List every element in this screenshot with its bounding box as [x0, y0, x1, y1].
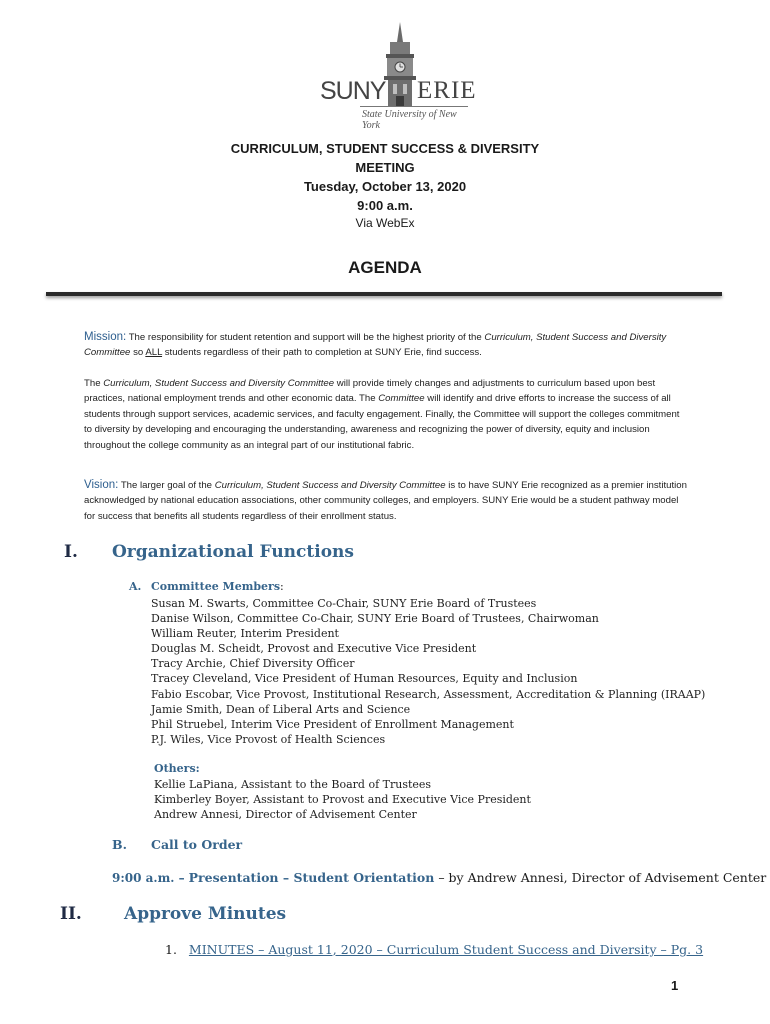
logo-divider [360, 106, 468, 107]
committee-member: P.J. Wiles, Vice Provost of Health Sciences [151, 732, 386, 746]
page-number: 1 [671, 978, 679, 993]
other-attendee: Andrew Annesi, Director of Advisement Center [154, 808, 417, 822]
section-1-number: I. [64, 542, 78, 562]
agenda-heading: AGENDA [348, 258, 422, 277]
committee-member: Douglas M. Scheidt, Provost and Executive Vice President [151, 642, 477, 656]
logo-suny-text: SUNY [320, 77, 386, 105]
section-1-title: Organizational Functions [112, 542, 354, 562]
meeting-time: 9:00 a.m. [357, 198, 413, 213]
meeting-title-line1: CURRICULUM, STUDENT SUCCESS & DIVERSITY [230, 141, 540, 156]
committee-members-list [151, 596, 705, 747]
meeting-title-line2: MEETING [355, 160, 415, 175]
presentation-line: 9:00 a.m. – Presentation – Student Orientation – by Andrew Annesi, Director of Advisement Center [112, 870, 767, 885]
other-attendee: Kimberley Boyer, Assistant to Provost and Executive Vice President [154, 793, 531, 807]
others-label: Others: [154, 762, 200, 775]
mission-paragraph: Mission: The responsibility for student retention and support will be the highest priority of the Curriculum, Student Success and Diversity Committee so ALL students regardless of their path to completion at SUNY Erie, find success. [84, 331, 667, 359]
committee-member: Susan M. Swarts, Committee Co-Chair, SUNY Erie Board of Trustees [151, 597, 537, 610]
committee-paragraph: The Curriculum, Student Success and Diversity Committee will provide timely changes and adjustments to curriculum based upon best practices, national employment trends and other economic data. The Committee will identify and drive efforts to increase the success of all students through support services, academic services, and faculty engagement. Finally, the Committee will support the colleges commitment to diversity by developing and encouraging the understanding, awareness and recognizing the power of diversity, equity and inclusion throughout the college community as an integral part of our institutional fabric. [84, 378, 680, 451]
meeting-venue: Via WebEx [355, 216, 415, 230]
other-attendee: Kellie LaPiana, Assistant to the Board of Trustees [154, 778, 432, 791]
section-2-number: II. [60, 904, 82, 924]
section-2-title: Approve Minutes [124, 904, 287, 924]
subsection-b-letter: B. [112, 837, 127, 852]
subsection-a-letter: A. [129, 580, 142, 593]
vision-paragraph: Vision: The larger goal of the Curriculum, Student Success and Diversity Committee is to have SUNY Erie recognized as a premier institution acknowledged by national education associations, other community colleges, and employers. SUNY Erie would be a student pathway model for success that benefits all students regardless of their enrollment status. [84, 479, 687, 522]
call-to-order: Call to Order [151, 837, 243, 852]
committee-member: Danise Wilson, Committee Co-Chair, SUNY Erie Board of Trustees, Chairwoman [151, 612, 599, 626]
committee-member: Phil Struebel, Interim Vice President of Enrollment Management [151, 717, 514, 731]
minutes-link[interactable]: MINUTES – August 11, 2020 – Curriculum Student Success and Diversity – Pg. 3 [188, 942, 704, 957]
committee-member: William Reuter, Interim President [151, 627, 339, 641]
mission-label: Mission: [84, 331, 127, 343]
logo-subtitle: State University of New York [362, 109, 457, 131]
committee-member: Jamie Smith, Dean of Liberal Arts and Science [151, 702, 411, 716]
suny-erie-logo [320, 20, 477, 131]
logo-erie-text: ERIE [417, 77, 477, 104]
committee-member: Tracey Cleveland, Vice President of Human Resources, Equity and Inclusion [151, 672, 578, 686]
vision-label: Vision: [84, 479, 119, 491]
subsection-a-heading: Committee Members: [151, 580, 284, 593]
committee-member: Tracy Archie, Chief Diversity Officer [151, 657, 355, 671]
meeting-date: Tuesday, October 13, 2020 [303, 179, 467, 194]
committee-member: Fabio Escobar, Vice Provost, Institutional Research, Assessment, Accreditation & Planning (IRAAP) [151, 687, 706, 701]
minutes-item: 1. MINUTES – August 11, 2020 – Curriculum Student Success and Diversity – Pg. 3 [165, 942, 704, 957]
header-divider [46, 292, 722, 296]
others-list [154, 777, 531, 822]
presentation-title: Presentation – Student Orientation [188, 870, 435, 885]
